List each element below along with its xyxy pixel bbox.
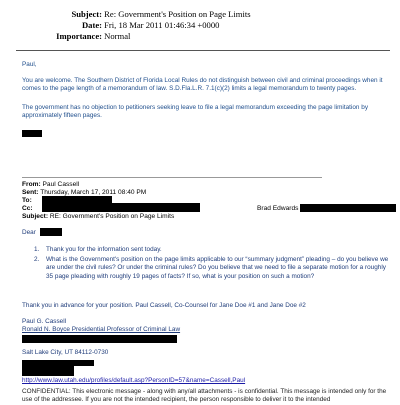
profile-link[interactable]: http://www.law.utah.edu/profiles/default.asp?PersonID=57&name=Cassell,Paul [22, 377, 246, 384]
confidentiality-notice: CONFIDENTIAL: This electronic message - along with any/all attachments - is confidential. This message is intended only for the use of the addressee. If you are not the intended recipient, the person responsible to deliver it to the intended [22, 388, 387, 404]
item-text: Thank you for the information sent today. [46, 246, 162, 253]
from-value: Paul Cassell [42, 181, 80, 188]
sent-value: Thursday, March 17, 2011 08:40 PM [40, 189, 147, 196]
original-salutation: Dear [22, 229, 36, 236]
header-importance [38, 31, 130, 41]
subject-label: Subject: [71, 9, 102, 19]
redaction-cc [42, 203, 200, 212]
forward-divider [22, 177, 322, 178]
from-label: From: [22, 181, 41, 188]
sent-label: Sent: [22, 189, 39, 196]
to-label: To: [22, 197, 32, 204]
signature-city: Salt Lake City, UT 84112-0730 [22, 349, 109, 356]
cc-label: Cc: [22, 205, 33, 212]
forward-cc [22, 205, 33, 213]
redaction-name [40, 228, 62, 236]
reply-salutation: Paul, [22, 61, 37, 68]
importance-label: Importance: [56, 31, 102, 41]
redaction-phone-2 [22, 366, 74, 376]
fwd-subject-label: Subject: [22, 213, 49, 220]
header-divider [16, 50, 390, 51]
item-number: 1. [34, 246, 40, 253]
fwd-subject-value: RE: Government's Position on Page Limits [49, 213, 175, 220]
date-value: Fri, 18 Mar 2011 01:46:34 +0000 [104, 20, 220, 30]
forward-from [22, 181, 79, 189]
item-text: What is the Government's position on the page limits applicable to our “summary judgment” pleading – do you believe we are under the civil rules? Or under the criminal rules? Do you believe that we need to file a separate motion for a roughly 35 page pleading with roughly 19 pages of facts? If so, what is your position on such a motion? [46, 256, 389, 280]
forward-to [22, 197, 32, 205]
redaction-address [22, 335, 177, 343]
header-subject [38, 9, 251, 19]
signature-title: Ronald N. Boyce Presidential Professor of Criminal Law [22, 326, 181, 333]
importance-value: Normal [104, 31, 131, 41]
redaction-cc-2 [300, 204, 396, 212]
forward-subject [22, 213, 174, 221]
original-closing: Thank you in advance for your position. Paul Cassell, Co-Counsel for Jane Doe #1 and Jane Doe #2 [22, 302, 306, 309]
subject-value: Re: Government's Position on Page Limits [104, 9, 251, 19]
signature-name: Paul G. Cassell [22, 318, 67, 325]
reply-paragraph-2: The government has no objection to petitioners seeking leave to file a legal memorandum exceeding the page limitation by approximately fifteen pages. [22, 104, 369, 120]
header-date [38, 20, 219, 30]
cc-visible-name: Brad Edwards [257, 205, 299, 212]
date-label: Date: [81, 20, 102, 30]
redaction-block [22, 130, 42, 137]
item-number: 2. [34, 256, 40, 263]
reply-paragraph-1: You are welcome. The Southern District of Florida Local Rules do not distinguish between civil and criminal proceedings when it comes to the page length of a memorandum of law. S.D.Fla.L.R. 7.1(c)(2) limits a legal memorandum to twenty pages. [22, 77, 383, 93]
